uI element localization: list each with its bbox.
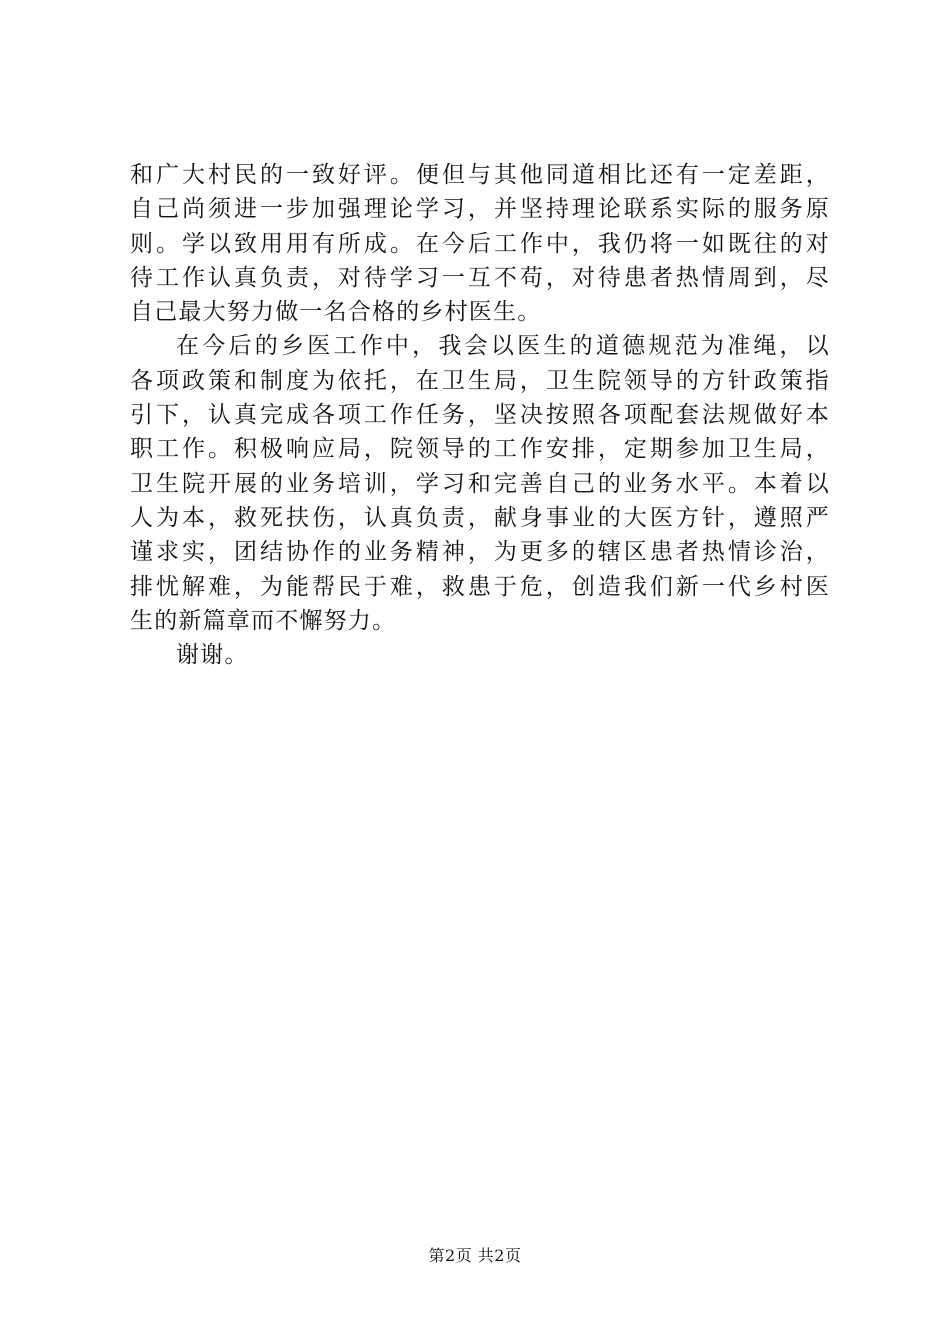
paragraph-line: 自己尚须进一步加强理论学习，并坚持理论联系实际的服务原: [130, 196, 830, 223]
paragraph-line: 卫生院开展的业务培训，学习和完善自己的业务水平。本着以: [130, 470, 830, 497]
paragraph-line: 自己最大努力做一名合格的乡村医生。: [130, 299, 542, 326]
paragraph-line: 谨求实，团结协作的业务精神，为更多的辖区患者热情诊治，: [130, 539, 830, 566]
paragraph-line: 待工作认真负责，对待学习一互不苟，对待患者热情周到，尽: [130, 264, 830, 291]
document-body: [130, 158, 830, 672]
paragraph-line: 引下，认真完成各项工作任务，坚决按照各项配套法规做好本: [130, 402, 830, 429]
paragraph-line: 职工作。积极响应局，院领导的工作安排，定期参加卫生局，: [130, 436, 830, 463]
paragraph-line: 生的新篇章而不懈努力。: [130, 607, 397, 634]
paragraph-line: 谢谢。: [176, 642, 249, 669]
paragraph-line: 和广大村民的一致好评。便但与其他同道相比还有一定差距，: [130, 162, 830, 188]
paragraph-line: 各项政策和制度为依托，在卫生局，卫生院领导的方针政策指: [130, 367, 830, 394]
paragraph-line: 在今后的乡医工作中，我会以医生的道德规范为准绳，以: [176, 333, 830, 360]
paragraph-line: 则。学以致用用有所成。在今后工作中，我仍将一如既往的对: [130, 230, 830, 257]
paragraph-line: 人为本，救死扶伤，认真负责，献身事业的大医方针，遵照严: [130, 504, 830, 531]
page-footer: 第2页 共2页: [428, 1246, 522, 1265]
paragraph-line: 排忧解难，为能帮民于难，救患于危，创造我们新一代乡村医: [130, 573, 830, 600]
